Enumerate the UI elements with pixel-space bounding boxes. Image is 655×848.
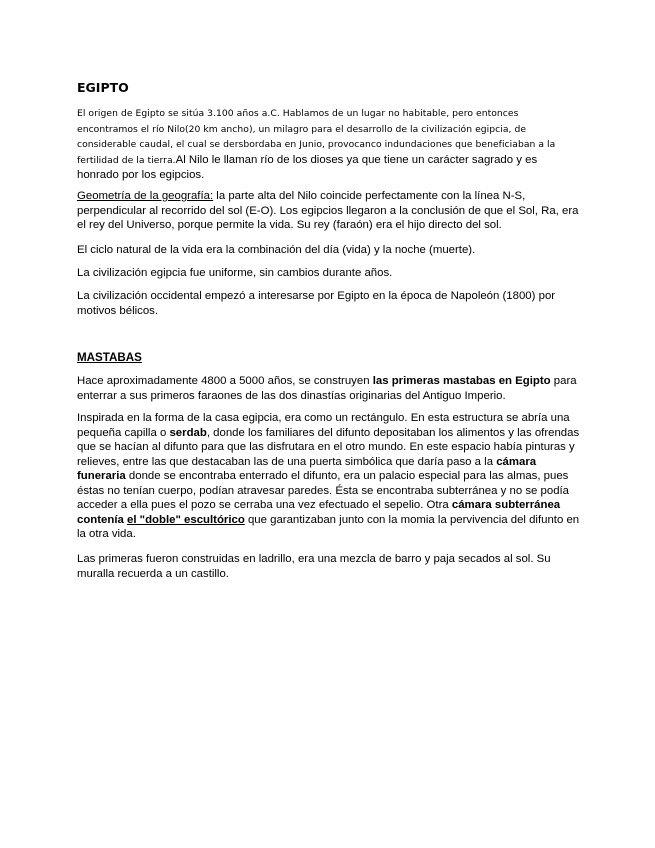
uniform-civilization-paragraph: La civilización egipcia fue uniforme, sin cambios durante años.	[77, 267, 393, 279]
serdab-term: serdab	[169, 426, 207, 439]
structure-text-d: que garantizaban junto con la momia la pervivencia del difunto en la otra vida.	[77, 513, 580, 540]
geography-text: la parte alta del Nilo coincide perfectamente con la línea N-S, perpendicular al recorrido del sol (E-O). Los egipcios llegaron a la conclusión de que el Sol, Ra, era el rey del Universo, porque permite la vida. Su rey (faraón) era el hijo directo del sol.	[77, 190, 579, 231]
intro-paragraph	[77, 106, 582, 184]
mastabas-structure-paragraph	[77, 411, 582, 542]
mastabas-intro-b: para enterrar a sus primeros faraones de las dos dinastías originarias del Antiguo Imperio.	[77, 375, 577, 402]
mastabas-intro-paragraph	[77, 374, 582, 403]
doble-escultorico-term: el "doble" escultórico	[127, 513, 245, 526]
western-interest-paragraph: La civilización occidental empezó a interesarse por Egipto en la época de Napoleón (1800) por motivos bélicos.	[77, 290, 556, 317]
mastabas-intro-a: Hace aproximadamente 4800 a 5000 años, se construyen	[77, 375, 373, 387]
section-title-egipto: EGIPTO	[77, 80, 129, 95]
structure-text-b: , donde los familiares del difunto depositaban los alimentos y las ofrendas que se hacían al difunto para que las disfrutara en el otro mundo. En este espacio había pinturas y relieves, entre las que destacaban las de una puerta simbólica que daría paso a la	[77, 426, 580, 468]
camara-subterranea-term: cámara subterránea contenía	[77, 499, 561, 526]
mastabas-intro-bold: las primeras mastabas en Egipto	[372, 375, 551, 387]
structure-text-c: donde se encontraba enterrado el difunto, era un palacio especial para las almas, pues éstas no tenían cuerpo, podían atravesar paredes. Ésta se encontraba subterránea y no se podía acceder a ella pues el pozo se cerraba una vez efectuado el sepelio. Otra	[77, 470, 570, 511]
section-title-mastabas: MASTABAS	[77, 351, 142, 364]
geography-label: Geometría de la geografía:	[77, 190, 214, 202]
intro-small-text: El origen de Egipto se sitúa 3.100 años a.C. Hablamos de un lugar no habitable, pero entonces encontramos el río Nilo(20 km ancho), un milagro para el desarrollo de la civilización egipcia, de considerable caudal, el cual se dersbordaba en Junio, provocanco indundaciones que beneficiaban a la fertilidad de la tierra.	[77, 108, 556, 166]
geography-paragraph	[77, 189, 582, 233]
mastabas-materials-paragraph: Las primeras fueron construidas en ladrillo, era una mezcla de barro y paja secados al sol. Su muralla recuerda a un castillo.	[77, 553, 551, 580]
structure-text-a: Inspirada en la forma de la casa egipcia, era como un rectángulo. En esta estructura se abría una pequeña capilla o	[77, 412, 570, 439]
intro-rest-text: Al Nilo le llaman río de los dioses ya que tiene un carácter sagrado y es honrado por los egipcios.	[77, 153, 538, 182]
camara-funeraria-term: cámara funeraria	[77, 455, 537, 482]
life-cycle-paragraph: El ciclo natural de la vida era la combinación del día (vida) y la noche (muerte).	[77, 244, 476, 256]
